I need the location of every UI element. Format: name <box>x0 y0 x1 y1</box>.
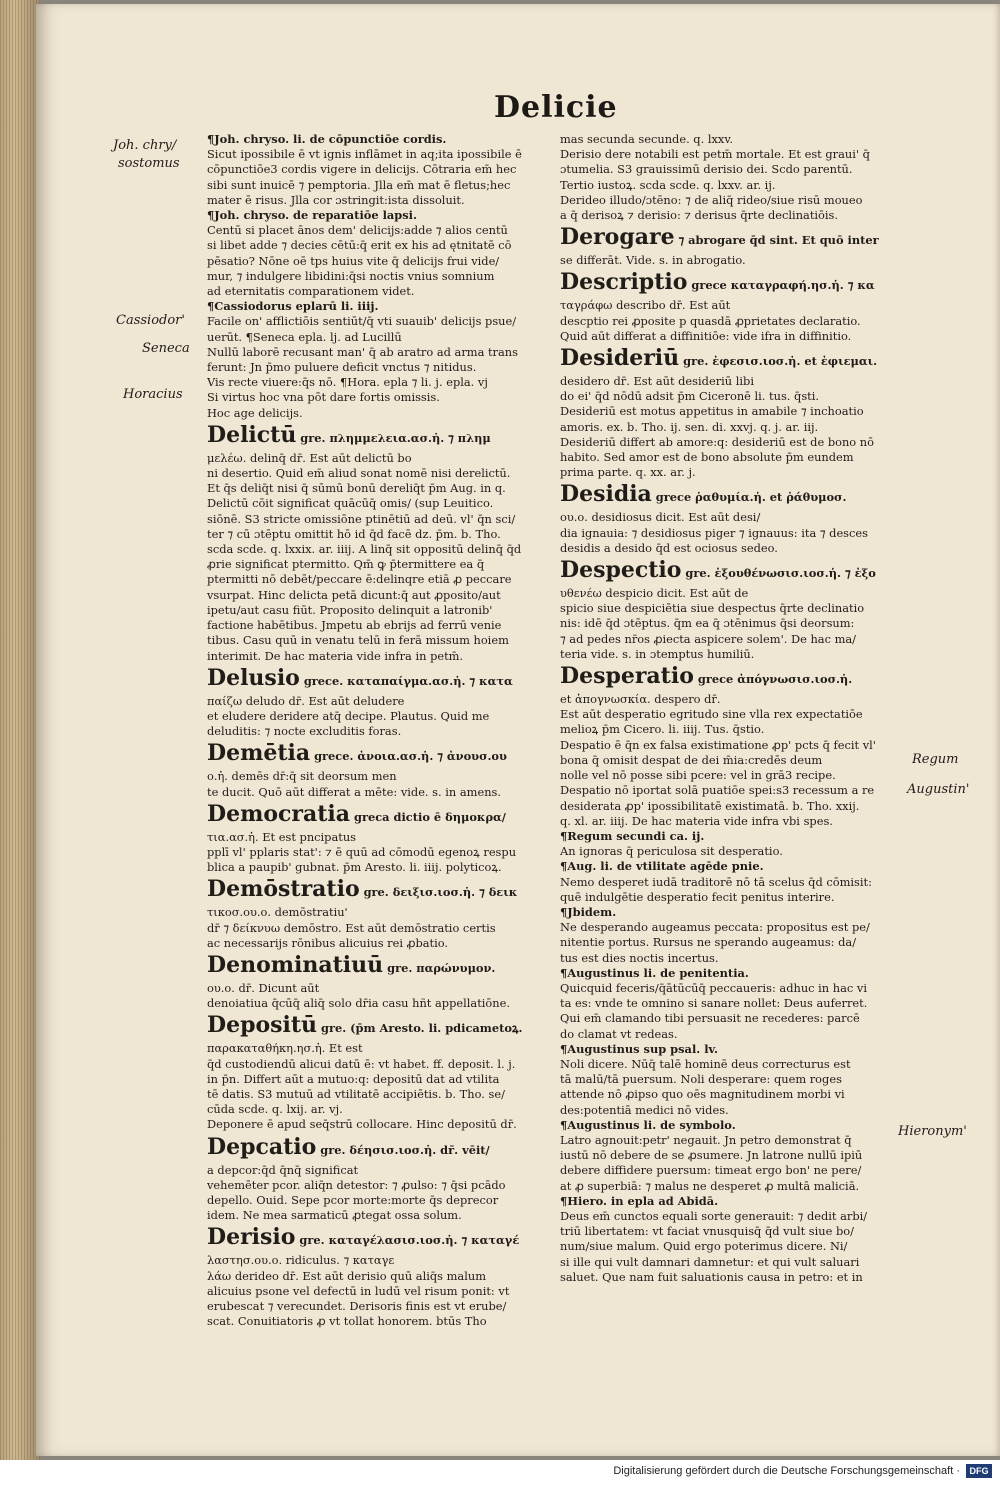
text-line: ta es: vnde te omnino si sanare nollet: Deus auferret. <box>560 996 868 1011</box>
text-line: siōnē. S3 stricte omissiōne ptinētiū ad deū. vl' q̄n sci/ <box>207 511 516 526</box>
text-line: λαστησ.ου.ο. ridiculus. ⁊ καταγε <box>207 1253 395 1268</box>
margin-note: Cassiodor' <box>116 313 185 328</box>
text-line: tibus. Casu quū in venatu telū in ferā missum hoiem <box>207 633 509 648</box>
text-line: alicuius psone vel defectū in ludū vel risum ponit: vt <box>207 1283 510 1298</box>
text-line: a depcor:q̄d q̄nq̄ significat <box>207 1162 359 1177</box>
entry-headline <box>560 346 907 373</box>
text-line: erubescat ⁊ verecundet. Derisoris finis est vt erube/ <box>207 1298 507 1313</box>
headword: Desperatio <box>560 664 694 690</box>
text-line: se differāt. Vide. s. in abrogatio. <box>560 253 746 268</box>
text-line: in p̄n. Differt aūt a mutuo:q: depositū dat ad vtilita <box>207 1071 500 1086</box>
text-line: attende nō ꝓipso quo oēs magnitudinem morbi vi <box>560 1087 845 1102</box>
entry-headline <box>207 802 544 829</box>
headword-gloss: grece. ἀνοια.ασ.ἡ. ⁊ ἀνουσ.ου <box>310 749 507 764</box>
headword-gloss: gre. καταγέλασισ.ιοσ.ἡ. ⁊ καταγέ <box>295 1233 520 1248</box>
running-title: Delicie <box>494 90 618 125</box>
text-line: uerūt. ¶Seneca epla. lj. ad Lucillū <box>207 329 402 344</box>
dfg-logo: DFG <box>966 1464 992 1478</box>
text-line: prima parte. q. xx. ar. j. <box>560 465 696 480</box>
text-line: ni desertio. Quid em̄ aliud sonat nomē nisi derelictū. <box>207 466 511 481</box>
text-line: μελέω. delinq̄ dr̄. Est aūt delictū bo <box>207 450 412 465</box>
headword: Democratia <box>207 801 351 827</box>
text-line: Si virtus hoc vna pōt dare fortis omissis. <box>207 390 440 405</box>
text-line: Despatio nō iportat solā puatiōe spei:s3 recessum a re <box>560 783 875 798</box>
headword-gloss: grece. καταπαίγμα.ασ.ἡ. ⁊ κατα <box>299 673 513 688</box>
text-line: q̄d custodiendū alicui datū ē: vt habet. ff. deposit. l. j. <box>207 1056 516 1071</box>
text-line: Tertio iustoꝝ. scda scde. q. lxxv. ar. ij. <box>560 177 776 192</box>
entry-headline <box>560 225 907 252</box>
margin-note: Augustin' <box>907 782 970 797</box>
text-line: Latro agnouit:petr' negauit. Jn petro demonstrat q̄ <box>560 1132 852 1147</box>
text-line: dia ignauia: ⁊ desidiosus piger ⁊ ignauus: ita ⁊ desces <box>560 525 868 540</box>
headword: Derisio <box>207 1225 296 1251</box>
text-line: mater ē risus. Jlla cor ɔstringit:ista dissoluit. <box>207 192 465 207</box>
text-line: deluditis: ⁊ nocte excluditis foras. <box>207 724 402 739</box>
text-line: blica a paupib' gubnat. p̄m Aresto. li. iiij. polyticoꝝ. <box>207 860 502 875</box>
text-line: nis: idē q̄d ɔtēptus. q̄m ea q̄ ɔtēnimus q̄si deorsum: <box>560 616 855 631</box>
text-line: at ꝓ superbiā: ⁊ malus ne desperet ꝓ multā maliciā. <box>560 1178 860 1193</box>
headword: Derogare <box>560 225 675 251</box>
text-line: do ei' q̄d nōdū adsit p̄m Ciceronē li. tus. q̄sti. <box>560 389 820 404</box>
text-line: debere diffidere puersum: timeat ergo bon' ne pere/ <box>560 1163 862 1178</box>
entry-headline <box>560 482 907 509</box>
text-line: ac necessarijs rōnibus alicuius rei ꝓbatio. <box>207 935 449 950</box>
margin-note: sostomus <box>118 156 180 171</box>
citation-heading: ¶Joh. chryso. li. de cōpunctiōe cordis. <box>207 132 447 146</box>
text-line: Noli dicere. Nūq̄ talē hominē deus correcturus est <box>560 1056 851 1071</box>
text-line: factione habētibus. Jmpetu ab ebrijs ad ferrū venie <box>207 618 502 633</box>
margin-note: Regum <box>912 752 959 767</box>
text-line: iustū nō debere de se ꝓsumere. Jn latrone nullū ipiū <box>560 1148 863 1163</box>
text-line: vsurpat. Hinc delicta petā dicunt:q̄ aut ꝓposito/aut <box>207 587 501 602</box>
book-page-edges <box>0 0 40 1460</box>
text-line: pplī vl' pplaris stat': ⁊ ē quū ad cōmodū egenoꝝ respu <box>207 844 517 859</box>
entry-headline <box>560 664 907 691</box>
text-line: sibi sunt inuicē ⁊ pemptoria. Jlla em̄ mat ē fletus;hec <box>207 177 511 192</box>
headword-gloss: gre. (p̄m Aresto. li. pdicametoꝝ. <box>317 1021 523 1036</box>
text-line: des:potentiā medici nō vides. <box>560 1102 729 1117</box>
text-line: melioꝝ p̄m Cicero. li. iiij. Tus. q̄stio. <box>560 722 765 737</box>
headword: Denominatiuū <box>207 952 384 978</box>
entry-headline <box>207 666 544 693</box>
text-line: num/siue malum. Quid ergo poterimus dicere. Ni/ <box>560 1239 848 1254</box>
text-line: υθενέω despicio dicit. Est aūt de <box>560 586 749 601</box>
text-line: ferunt: Jn p̄mo puluere deficit vnctus ⁊ nitidus. <box>207 360 477 375</box>
headword: Demōstratio <box>207 877 360 903</box>
headword-gloss: gre. παρώνυμον. <box>383 960 496 975</box>
text-line: do clamat vt redeas. <box>560 1026 678 1041</box>
text-line: saluet. Que nam fuit saluationis causa in petro: et in <box>560 1269 863 1284</box>
headword-gloss: greca dictio ē δημοκρα/ <box>350 809 506 824</box>
margin-note: Seneca <box>142 341 190 356</box>
text-line: Vis recte viuere:q̄s nō. ¶Hora. epla ⁊ li. j. epla. vj <box>207 375 488 390</box>
text-line: a q̄ derisoꝝ ⁊ derisio: ⁊ derisus q̄rte declinatiōis. <box>560 208 839 223</box>
left-column <box>207 132 544 1329</box>
right-column <box>560 132 907 1285</box>
text-line: triū libertatem: vt faciat vnusquisq̄ q̄d vult siue bo/ <box>560 1224 854 1239</box>
text-line: spicio siue despiciētia siue despectus q̄rte declinatio <box>560 601 865 616</box>
headword-gloss: gre. πλημμελεια.ασ.ἡ. ⁊ πλημ <box>296 430 491 445</box>
entry-headline <box>207 1013 544 1040</box>
text-line: tus est dies noctis incertus. <box>560 950 719 965</box>
text-line: desidero dr̄. Est aūt desideriū libi <box>560 374 754 389</box>
text-line: ου.ο. dr̄. Dicunt aūt <box>207 980 320 995</box>
headword: Descriptio <box>560 270 688 296</box>
entry-headline <box>207 877 544 904</box>
text-line: scda scde. q. lxxix. ar. iiij. A linq̄ sit oppositū delinq̄ q̄d <box>207 542 522 557</box>
text-line: ɔtumelia. S3 grauissimū derisio dei. Scdo parentū. <box>560 162 853 177</box>
text-line: quē indulgētie desperatio fecit penitus interire. <box>560 889 835 904</box>
headword: Depositū <box>207 1013 318 1039</box>
text-line: Despatio ē q̄n ex falsa existimatione ꝓp' pcts q̄ fecit vl' <box>560 737 876 752</box>
headword: Desideriū <box>560 346 680 372</box>
text-line: Quicquid feceris/q̄ātūcūq̄ peccaueris: adhuc in hac vi <box>560 980 867 995</box>
text-line: si libet adde ⁊ decies cētū:q̄ erit ex his ad ętnitatē cō <box>207 238 512 253</box>
headword: Demētia <box>207 741 311 767</box>
text-line: Deponere ē apud seq̄strū collocare. Hinc depositū dr̄. <box>207 1117 517 1132</box>
headword: Delusio <box>207 665 300 691</box>
text-line: Est aūt desperatio egritudo sine vlla rex expectatiōe <box>560 707 863 722</box>
text-line: Desideriū est motus appetitus in amabile ⁊ inchoatio <box>560 404 864 419</box>
headword-gloss: gre. δέησισ.ιοσ.ἡ. dr̄. vēit/ <box>316 1142 490 1157</box>
text-line: desidis a desido q̄d est ociosus sedeo. <box>560 540 778 555</box>
text-line: depello. Ouid. Sepe pcor morte:morte q̄s deprecor <box>207 1192 499 1207</box>
citation-heading: ¶Aug. li. de vtilitate agēde pnie. <box>560 859 764 874</box>
text-line: mas secunda secunde. q. lxxv. <box>560 132 734 146</box>
footer-credit: Digitalisierung gefördert durch die Deutsche Forschungsgemeinschaft · <box>613 1465 960 1477</box>
text-line: ου.ο. desidiosus dicit. Est aūt desi/ <box>560 510 761 525</box>
entry-headline <box>560 270 907 297</box>
text-line: Nemo desperet iudā traditorē nō tā scelus q̄d cōmisit: <box>560 874 872 889</box>
text-line: cūda scde. q. lxij. ar. vj. <box>207 1102 343 1117</box>
text-line: παίζω deludo dr̄. Est aūt deludere <box>207 693 405 708</box>
headword-gloss: gre. δειξισ.ιοσ.ἡ. ⁊ δεικ <box>359 885 518 900</box>
citation-heading: ¶Joh. chryso. de reparatiōe lapsi. <box>207 208 417 223</box>
citation-heading: ¶Hiero. in epla ad Abidā. <box>560 1193 719 1208</box>
text-line: Centū si placet ānos dem' delicijs:adde ⁊ alios centū <box>207 223 508 238</box>
text-line: Derideo illudo/ɔtēno: ⁊ de aliq̄ rideo/siue risū moueo <box>560 192 863 207</box>
text-line: habito. Sed amor est de bono absolute p̄m eundem <box>560 450 854 465</box>
headword-gloss: grece ἀπόγνωσισ.ιοσ.ἡ. <box>693 672 853 687</box>
text-line: ipetu/aut casu fiūt. Proposito delinquit a latronib' <box>207 602 493 617</box>
margin-note: Horacius <box>123 387 183 402</box>
text-line: tā malū/tā puersum. Noli desperare: quem roges <box>560 1072 842 1087</box>
headword-gloss: gre. ἐξουθένωσισ.ιοσ.ἡ. ⁊ ἐξο <box>681 566 876 581</box>
text-line: cōpunctiōe3 cordis vigere in delicijs. Cōtraria em̄ hec <box>207 162 517 177</box>
margin-note: Hieronym' <box>898 1124 967 1139</box>
text-line: dr̄ ⁊ δείκνυω demōstro. Est aūt demōstratio certis <box>207 920 496 935</box>
text-line: ταγράφω describo dr̄. Est aūt <box>560 298 731 313</box>
text-line: Derisio dere notabili est petm̄ mortale. Et est graui' q̄ <box>560 147 870 162</box>
citation-heading: ¶Augustinus li. de symbolo. <box>560 1117 736 1132</box>
text-line: ad eternitatis comparationem videt. <box>207 284 415 299</box>
text-line: Quid aūt differat a diffinitiōe: vide ifra in diffinitio. <box>560 328 852 343</box>
citation-heading: ¶Regum secundi ca. ij. <box>560 828 705 843</box>
text-line: tē datis. S3 mutuū ad vtilitatē accipiētis. b. Tho. se/ <box>207 1086 505 1101</box>
text-line: vehemēter pcor. aliq̄n detestor: ⁊ ꝓulso: ⁊ q̄si pcādo <box>207 1177 506 1192</box>
text-line: τικοσ.ου.ο. demōstratiu' <box>207 905 348 920</box>
text-line: scat. Conuitiatoris ꝓ vt tollat honorem. btūs Tho <box>207 1314 487 1329</box>
text-line: te ducit. Quō aūt differat a mēte: vide. s. in amens. <box>207 784 501 799</box>
entry-headline <box>207 423 544 450</box>
text-line: bona q̄ omisit despat de dei m̄ia:credēs deum <box>560 752 823 767</box>
text-line: interimit. De hac materia vide infra in petm̄. <box>207 648 464 663</box>
text-line: et ἀπογνωσκία. despero dr̄. <box>560 692 721 707</box>
text-line: Sicut ipossibile ē vt ignis inflāmet in aq;ita ipossibile ē <box>207 147 522 162</box>
text-line: Nullū laborē recusant man' q̄ ab aratro ad arma trans <box>207 344 518 359</box>
entry-headline <box>207 953 544 980</box>
headword-gloss: grece ῥαθυμία.ἡ. et ῥάθυμοσ. <box>651 490 847 505</box>
text-line: Ne desperando augeamus peccata: propositus est pe/ <box>560 920 870 935</box>
text-line: ptermitti nō debēt/peccare ē:delinqre etiā ꝓ peccare <box>207 572 512 587</box>
headword-gloss: gre. ἐφεσισ.ιοσ.ἡ. et ἐφιεμαι. <box>679 354 878 369</box>
text-line: denoiatiua q̄cūq̄ aliq̄ solo dr̄ia casu hñt appellatiōne. <box>207 996 510 1011</box>
text-line: nolle vel nō posse sibi pcere: vel in grā3 recipe. <box>560 768 836 783</box>
entry-headline <box>560 558 907 585</box>
citation-heading: ¶Augustinus sup psal. lv. <box>560 1041 718 1056</box>
citation-heading: ¶Cassiodorus eplarū li. iiij. <box>207 299 379 314</box>
text-line: descptio rei ꝓposite p quasdā ꝓprietates declaratio. <box>560 313 861 328</box>
text-line: et eludere deridere atq̄ decipe. Plautus. Quid me <box>207 708 490 723</box>
text-line: Qui em̄ clamando tibi persuasit ne recederes: parcē <box>560 1011 860 1026</box>
headword: Despectio <box>560 558 682 584</box>
text-line: ꝓrie significat ptermitto. Qm̄ ꝙ p̄termittere ea q̄ <box>207 557 485 572</box>
text-line: παρακαταθήκη.ησ.ἡ. Et est <box>207 1041 363 1056</box>
text-line: si ille qui vult damnari damnetur: et qui vult saluari <box>560 1254 860 1269</box>
text-line: Hoc age delicijs. <box>207 405 303 420</box>
text-line: amoris. ex. b. Tho. ij. sen. di. xxvj. q. j. ar. iij. <box>560 419 819 434</box>
text-line: mur, ⁊ indulgere libidini:q̄si noctis vnius somnium <box>207 268 495 283</box>
headword-gloss: ⁊ abrogare q̄d sint. Et quō inter <box>674 233 879 248</box>
text-line: Delictū cōit significat quācūq̄ omis/ (sup Leuitico. <box>207 496 494 511</box>
text-line: desiderata ꝓp' ipossibilitatē existimatā. b. Tho. xxij. <box>560 798 860 813</box>
citation-heading: ¶Jbidem. <box>560 904 617 919</box>
text-line: ⁊ ad pedes nr̄os ꝓiecta aspicere solem'. De hac ma/ <box>560 631 857 646</box>
text-line: λάω derideo dr̄. Est aūt derisio quū aliq̄s malum <box>207 1268 486 1283</box>
margin-note: Joh. chry/ <box>113 138 177 153</box>
entry-headline <box>207 741 544 768</box>
text-line: τια.ασ.ἡ. Et est pncipatus <box>207 829 357 844</box>
text-line: teria vide. s. in ɔtemptus humiliū. <box>560 646 755 661</box>
text-line: q. xl. ar. iiij. De hac materia vide infra vbi spes. <box>560 813 833 828</box>
headword-gloss: grece καταγραφή.ησ.ἡ. ⁊ κα <box>687 278 875 293</box>
citation-heading: ¶Augustinus li. de penitentia. <box>560 965 749 980</box>
text-line: pēsatio? Nōne oē tps huius vite q̄ delicijs frui vide/ <box>207 253 500 268</box>
entry-headline <box>207 1225 544 1252</box>
text-line: ο.ἡ. demēs dr̄:q̄ sit deorsum men <box>207 769 397 784</box>
headword: Desidia <box>560 482 652 508</box>
headword: Delictū <box>207 422 297 448</box>
text-line: Desideriū differt ab amore:q: desideriū est de bono nō <box>560 434 874 449</box>
text-line: Deus em̄ cunctos equali sorte generauit: ⁊ dedit arbi/ <box>560 1208 868 1223</box>
entry-headline <box>207 1135 544 1162</box>
text-line: ter ⁊ cū ɔtēptu omittit hō id q̄d facē dz. p̄m. b. Tho. <box>207 526 501 541</box>
text-line: Et q̄s deliq̄t nisi q̄ sūmū bonū dereliq̄t p̄m Aug. in q. <box>207 481 506 496</box>
text-line: nitentie portus. Rursus ne sperando augeamus: da/ <box>560 935 857 950</box>
text-line: idem. Ne mea sarmaticū ꝓtegat ossa solum. <box>207 1208 462 1223</box>
headword: Depcatio <box>207 1134 317 1160</box>
text-line: An ignoras q̄ periculosa sit desperatio. <box>560 844 783 859</box>
text-line: Facile on' afflictiōis sentiūt/q̄ vti suauib' delicijs psue/ <box>207 314 517 329</box>
